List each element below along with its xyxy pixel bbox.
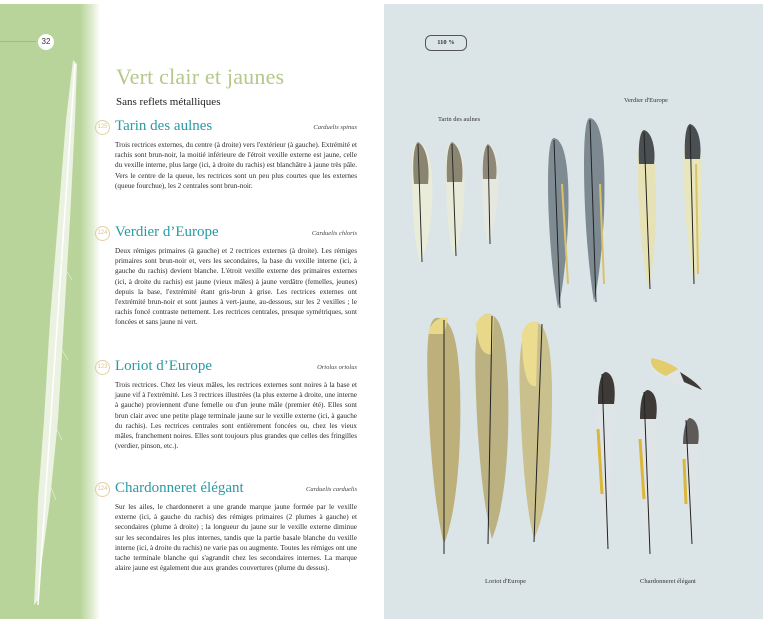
- chardonneret-feathers-icon: [596, 358, 702, 554]
- section-body: Trois rectrices externes, du centre (à droite) vers l'extérieur (à gauche). Extrémité et rachis sont brun-noir, la moitié inférieure de l'étroit vexille externe est jaune, celle du vexille interne, plus large (ici, à droite du rachis) est blanchâtre à jaune très pâle. Vers le centre de la queue, les rectrices sont un peu plus courtes que les externes (queue fourchue), les 2 centrales sont brun-noir.: [115, 141, 357, 190]
- species-number-badge: 123: [95, 360, 110, 375]
- feather-illustrations: [384, 4, 763, 619]
- left-page: [0, 4, 378, 619]
- section-verdier: [95, 224, 357, 328]
- caption-chardonneret: Chardonneret élégant: [640, 578, 696, 585]
- latin-name: Oriolus oriolus: [317, 364, 357, 371]
- decorative-feather-icon: [20, 60, 90, 620]
- page-number: 32: [38, 34, 54, 50]
- scale-badge: 110 %: [425, 35, 467, 51]
- caption-tarin: Tarin des aulnes: [438, 116, 481, 123]
- tarin-feathers-icon: [412, 142, 499, 262]
- latin-name: Carduelis chloris: [311, 230, 357, 237]
- caption-loriot: Loriot d'Europe: [485, 578, 527, 585]
- verdier-feathers-icon: [548, 118, 702, 308]
- section-title: Verdier d’Europe: [115, 224, 219, 240]
- section-body: Sur les ailes, le chardonneret a une grande marque jaune formée par le vexille externe (ici, à gauche du rachis) des rémiges primaires (2 plumes à gauche) et secondaires (plume à droite) ; la longueur du jaune sur le vexille externe diminue sur les secondaires les plus internes, tandis que la partie basale blanche du vexille interne (ici, à droite du rachis) ne varie pas ou augmente. Toutes les rémiges ont une tache terminale blanche qui s'agrandit chez les secondaires internes. La marque alaire jaune est également due aux grandes couvertures (plume du dessus).: [115, 503, 357, 573]
- green-side-band: [0, 4, 100, 619]
- feather-photo-page: [384, 4, 763, 619]
- species-number-badge: 124: [95, 482, 110, 497]
- loriot-feathers-icon: [427, 314, 552, 554]
- page-title: Vert clair et jaunes: [116, 64, 285, 89]
- species-number-badge: 124: [95, 226, 110, 241]
- species-number-badge: 125: [95, 120, 110, 135]
- page-subtitle: Sans reflets métalliques: [116, 96, 221, 108]
- section-title: Loriot d’Europe: [115, 358, 213, 374]
- section-body: Deux rémiges primaires (à gauche) et 2 rectrices externes (à droite). Les rémiges primaires sont brun-noir et, vers les secondaires, la base du vexille interne (ici, à gauche du rachis) devient blanche. L'étroit vexille externe des primaires externes (ici, à droite du rachis) est jaune (vieux mâles) à jaune verdâtre (femelles, jeunes) depuis la base, l'extrémité étant gris-brun à grise. Les rectrices externes ont l'extrémité brun-noir et sont jaunes à vert-jaune, au-dessous, sur les 2 vexilles ; le rachis foncé contraste nettement. Les rectrices centrales, presque symétriques, sont foncées et sans jaune ni vert.: [115, 247, 357, 327]
- latin-name: Carduelis carduelis: [306, 486, 357, 493]
- section-title: Chardonneret élégant: [115, 480, 244, 496]
- caption-verdier: Verdier d'Europe: [624, 97, 668, 104]
- section-tarin: [95, 118, 357, 191]
- section-loriot: [95, 358, 357, 451]
- section-chardonneret: [95, 480, 357, 573]
- page-number-rule: [0, 41, 36, 42]
- section-title: Tarin des aulnes: [115, 118, 213, 134]
- section-body: Trois rectrices. Chez les vieux mâles, les rectrices externes sont noires à la base et jaune vif à l'extrémité. Les 3 rectrices illustrées (la plus externe à droite, une interne à gauche) proviennent d'une femelle ou d'un jeune mâle (premier été). Elles sont brun clair avec une petite plage terminale jaune sur le vexille externe (ici, à gauche du rachis). Les rectrices centrales sont entièrement foncées ou, chez les vieux mâles, franchement noires. Elles sont toujours plus grandes que celles des fringilles (verdier, pinson, etc.).: [115, 381, 357, 451]
- latin-name: Carduelis spinus: [313, 124, 357, 131]
